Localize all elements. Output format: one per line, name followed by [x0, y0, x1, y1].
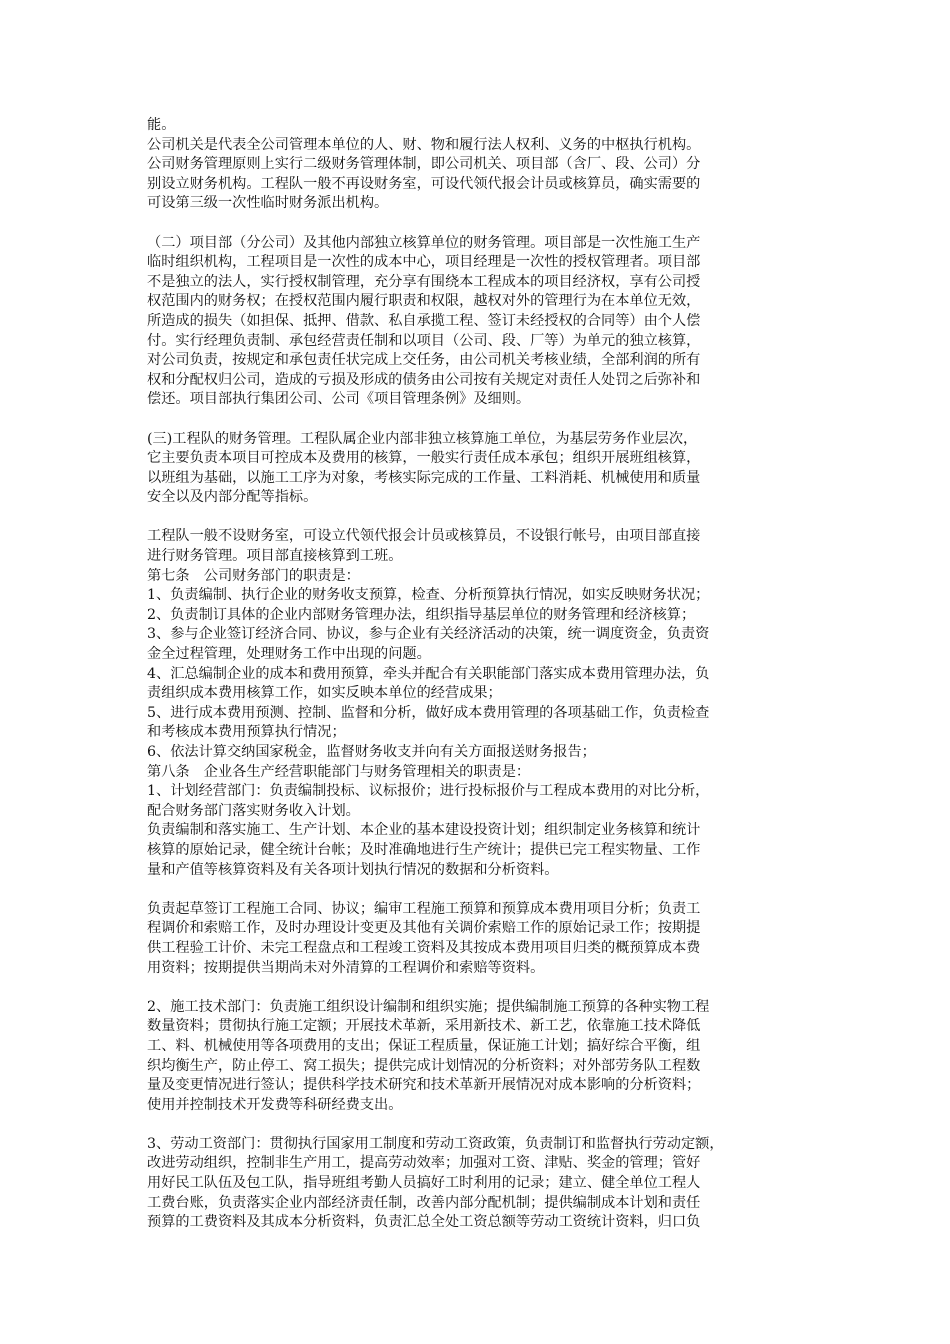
text-line: 责组织成本费用核算工作，如实反映本单位的经营成果； — [147, 685, 502, 702]
paragraph-gap — [147, 214, 817, 234]
text-line: 6、依法计算交纳国家税金，监督财务收支并向有关方面报送财务报告； — [147, 744, 596, 760]
text-line: 用好民工队伍及包工队，指导班组考勤人员搞好工时利用的记录；建立、健全单位工程人 — [147, 1175, 701, 1192]
text-line: 偿还。项目部执行集团公司、公司《项目管理条例》及细则。 — [147, 391, 531, 408]
text-line: 用资料；按期提供当期尚未对外清算的工程调价和索赔等资料。 — [147, 959, 545, 976]
paragraph-gap — [147, 1115, 817, 1135]
text-line: 第八条 企业各生产经营职能部门与财务管理相关的职责是： — [147, 763, 531, 780]
text-line: 数量资料；贯彻执行施工定额；开展技术革新，采用新技术、新工艺，依靠施工技术降低 — [147, 1018, 701, 1035]
text-line: 以班组为基础，以施工工序为对象，考核实际完成的工作量、工料消耗、机械使用和质量 — [147, 469, 701, 486]
text-line: 临时组织机构，工程项目是一次性的成本中心，项目经理是一次性的授权管理者。项目部 — [147, 254, 701, 271]
paragraph-gap — [147, 880, 817, 900]
text-line: 安全以及内部分配等指标。 — [147, 489, 318, 506]
text-line: 1、负责编制、执行企业的财务收支预算，检查、分析预算执行情况，如实反映财务状况； — [147, 587, 710, 604]
text-line: 核算的原始记录，健全统计台帐；及时准确地进行生产统计；提供已完工程实物量、工作 — [147, 841, 701, 858]
text-line: 公司机关是代表全公司管理本单位的人、财、物和履行法人权利、义务的中枢执行机构。 — [147, 136, 701, 153]
text-line: 2、施工技术部门：负责施工组织设计编制和组织实施；提供编制施工预算的各种实物工程 — [147, 998, 710, 1015]
text-line: 进行财务管理。项目部直接核算到工班。 — [147, 548, 403, 565]
text-line: 能。 — [147, 117, 176, 133]
text-line: 量及变更情况进行签认；提供科学技术研究和技术革新开展情况对成本影响的分析资料； — [147, 1077, 701, 1094]
block-article-seven-eight — [147, 527, 817, 880]
text-line: 使用并控制技术开发费等科研经费支出。 — [147, 1096, 403, 1113]
block-labor-wages — [147, 1135, 817, 1233]
text-line: 工程队一般不设财务室，可设立代领代报会计员或核算员，不设银行帐号，由项目部直接 — [147, 528, 701, 545]
text-line: 金全过程管理，处理财务工作中出现的问题。 — [147, 646, 431, 663]
text-line: 对公司负责，按规定和承包责任状完成上交任务，由公司机关考核业绩，全部利润的所有 — [147, 352, 701, 369]
text-line: 权和分配权归公司，造成的亏损及形成的债务由公司按有关规定对责任人处罚之后弥补和 — [147, 371, 701, 388]
text-line: 和考核成本费用预算执行情况； — [147, 724, 346, 741]
text-line: 别设立财务机构。工程队一般不再设财务室，可设代领代报会计员或核算员，确实需要的 — [147, 175, 701, 192]
text-line: 供工程验工计价、未完工程盘点和工程竣工资料及其按成本费用项目归类的概预算成本费 — [147, 939, 701, 956]
text-line: （二）项目部（分公司）及其他内部独立核算单位的财务管理。项目部是一次性施工生产 — [147, 234, 701, 251]
text-line: 负责编制和落实施工、生产计划、本企业的基本建设投资计划；组织制定业务核算和统计 — [147, 822, 701, 839]
text-line: 配合财务部门落实财务收入计划。 — [147, 802, 360, 819]
document-page — [147, 116, 817, 1233]
text-line: 3、参与企业签订经济合同、协议，参与企业有关经济活动的决策，统一调度资金，负责资 — [147, 626, 710, 643]
text-line: 负责起草签订工程施工合同、协议；编审工程施工预算和预算成本费用项目分析；负责工 — [147, 900, 701, 917]
text-line: 公司财务管理原则上实行二级财务管理体制，即公司机关、项目部（含厂、段、公司）分 — [147, 156, 701, 173]
block-contract-duties — [147, 900, 817, 978]
text-line: 织均衡生产，防止停工、窝工损失；提供完成计划情况的分析资料；对外部劳务队工程数 — [147, 1057, 701, 1074]
block-project-dept — [147, 234, 817, 410]
text-line: 付。实行经理负责制、承包经营责任制和以项目（公司、段、厂等）为单元的独立核算， — [147, 332, 701, 349]
text-line: 工费台账，负责落实企业内部经济责任制，改善内部分配机制；提供编制成本计划和责任 — [147, 1194, 701, 1211]
text-line: 改进劳动组织，控制非生产用工，提高劳动效率；加强对工资、津贴、奖金的管理；管好 — [147, 1155, 701, 1172]
text-line: 4、汇总编制企业的成本和费用预算，牵头并配合有关职能部门落实成本费用管理办法，负 — [147, 665, 710, 682]
text-line: (三)工程队的财务管理。工程队属企业内部非独立核算施工单位，为基层劳务作业层次， — [147, 430, 698, 447]
paragraph-gap — [147, 978, 817, 998]
text-line: 程调价和索赔工作，及时办理设计变更及其他有关调价索赔工作的原始记录工作；按期提 — [147, 920, 701, 937]
text-line: 预算的工费资料及其成本分析资料，负责汇总全处工资总额等劳动工资统计资料，归口负 — [147, 1214, 701, 1231]
block-engineering-team — [147, 430, 817, 508]
text-line: 3、劳动工资部门：贯彻执行国家用工制度和劳动工资政策，负责制订和监督执行劳动定额， — [147, 1135, 724, 1152]
text-line: 权范围内的财务权；在授权范围内履行职责和权限，越权对外的管理行为在本单位无效， — [147, 293, 701, 310]
block-construction-tech — [147, 998, 817, 1116]
block-intro — [147, 116, 817, 214]
paragraph-gap — [147, 410, 817, 430]
text-line: 可设第三级一次性临时财务派出机构。 — [147, 195, 389, 212]
text-line: 所造成的损失（如担保、抵押、借款、私自承揽工程、签订未经授权的合同等）由个人偿 — [147, 312, 701, 329]
text-line: 第七条 公司财务部门的职责是： — [147, 567, 360, 584]
paragraph-gap — [147, 508, 817, 528]
text-line: 量和产值等核算资料及有关各项计划执行情况的数据和分析资料。 — [147, 861, 559, 878]
text-line: 不是独立的法人，实行授权制管理，充分享有围绕本工程成本的项目经济权，享有公司授 — [147, 273, 701, 290]
text-line: 5、进行成本费用预测、控制、监督和分析，做好成本费用管理的各项基础工作，负责检查 — [147, 704, 710, 721]
text-line: 2、负责制订具体的企业内部财务管理办法，组织指导基层单位的财务管理和经济核算； — [147, 606, 696, 623]
text-line: 它主要负责本项目可控成本及费用的核算，一般实行责任成本承包；组织开展班组核算， — [147, 450, 701, 467]
text-line: 工、料、机械使用等各项费用的支出；保证工程质量，保证施工计划；搞好综合平衡，组 — [147, 1037, 701, 1054]
text-line: 1、计划经营部门：负责编制投标、议标报价；进行投标报价与工程成本费用的对比分析， — [147, 783, 710, 800]
